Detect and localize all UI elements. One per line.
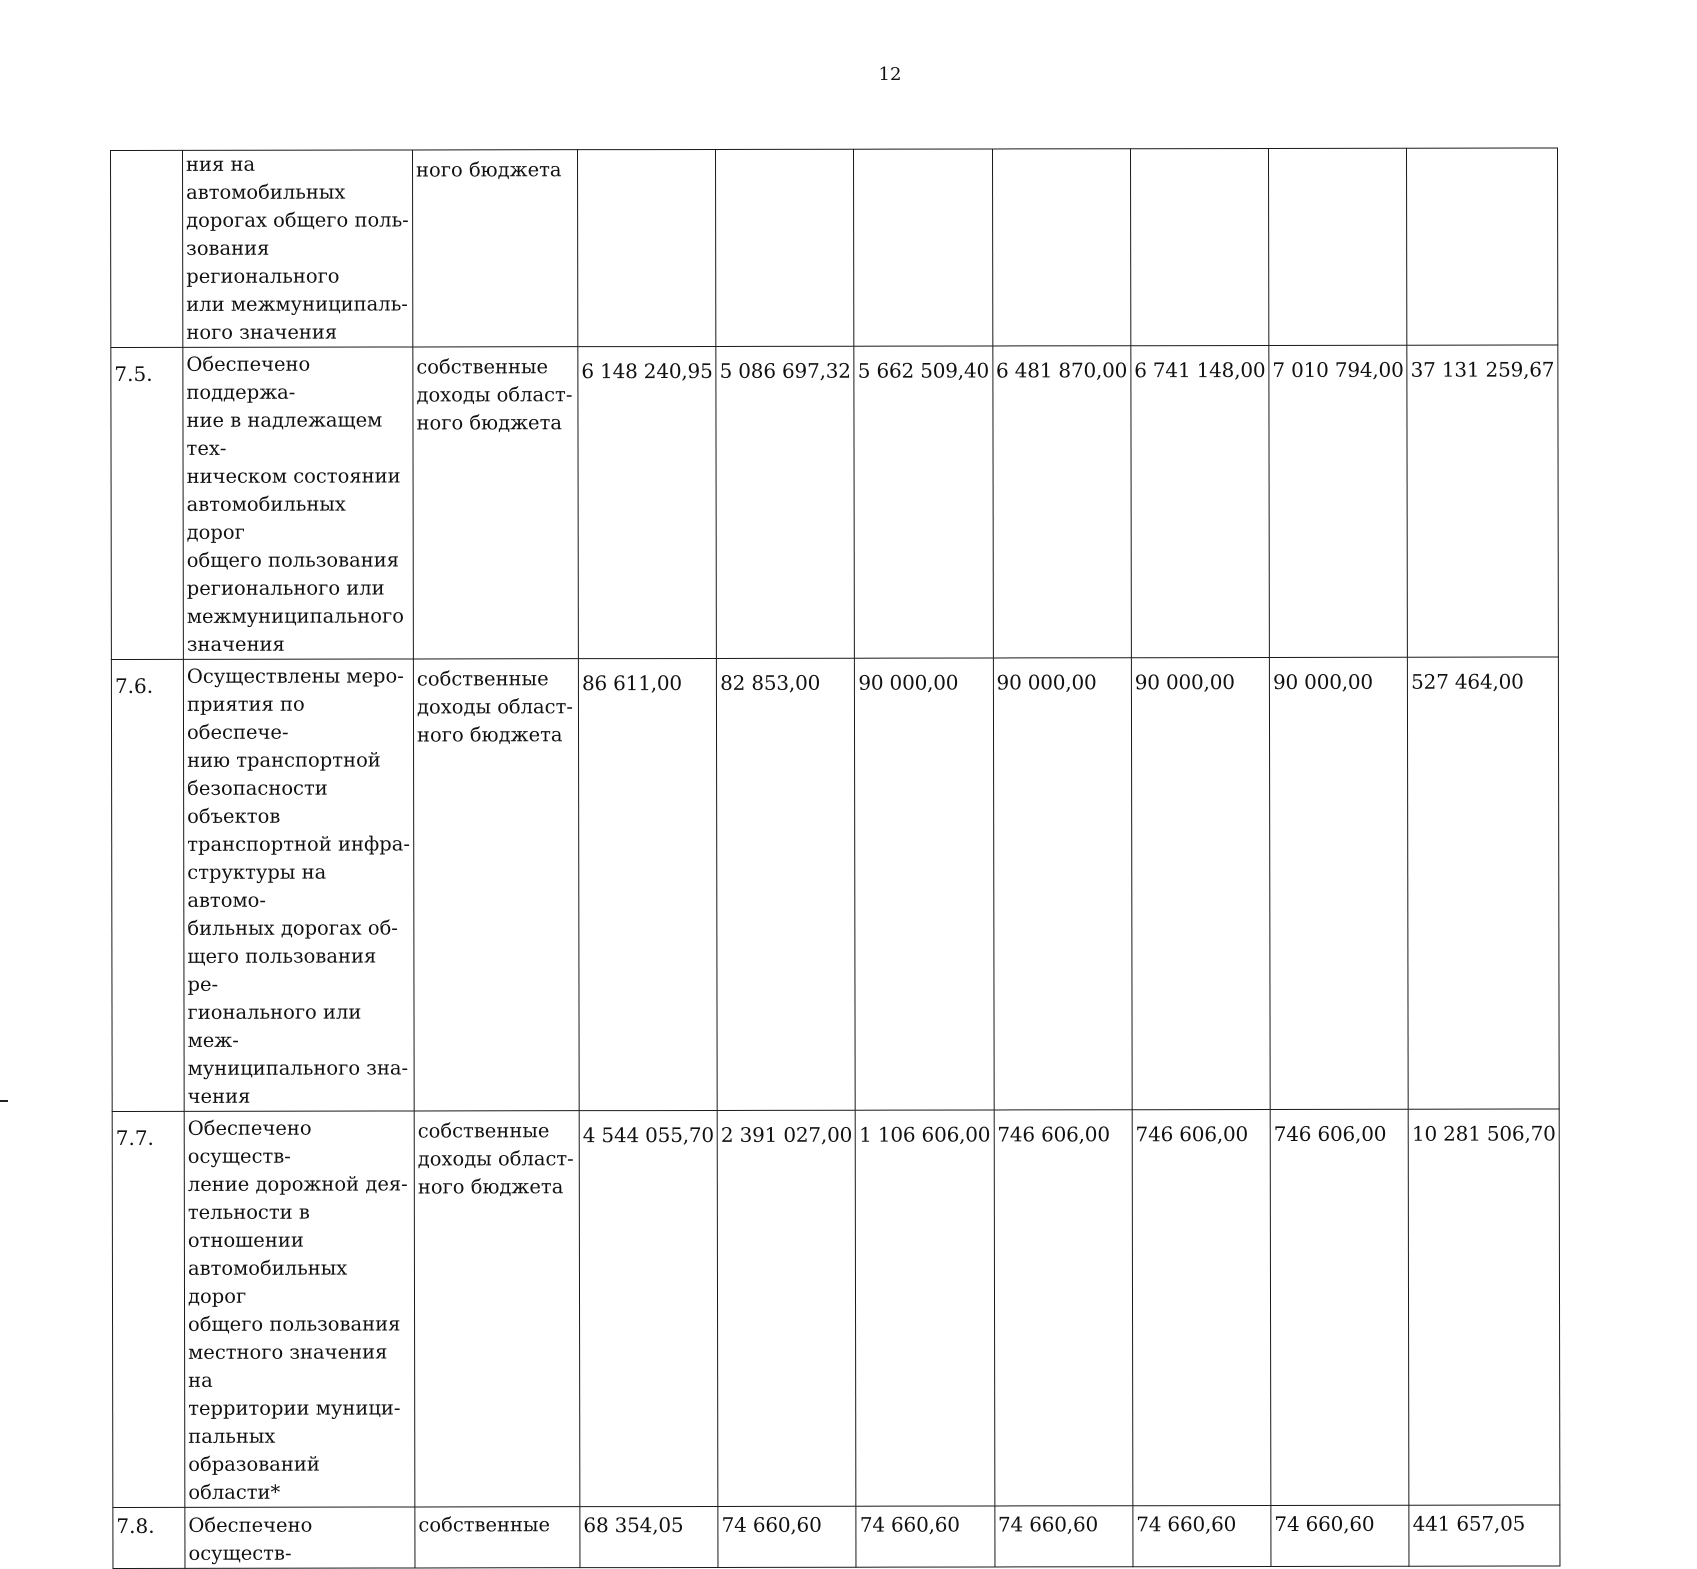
row-value: 4 544 055,70	[579, 1110, 718, 1506]
margin-mark	[0, 1100, 8, 1102]
budget-table	[110, 147, 1560, 1569]
row-value: 90 000,00	[855, 658, 994, 1110]
row-description: Обеспечено поддержа- ние в надлежащем тех- ническом состоянии автомобильных дорог общего пользования регионального или межмуниципального значения	[183, 347, 414, 659]
row-total: 441 657,05	[1409, 1505, 1560, 1566]
row-value: 74 660,60	[856, 1506, 994, 1567]
row-description: Обеспечено осуществ- ление дорожной дея- тельности в отношении автомобильных дорог общего пользования местного значения на территории муници- пальных образований области*	[184, 1111, 415, 1507]
row-value: 2 391 027,00	[717, 1110, 856, 1506]
row-value: 74 660,60	[1271, 1505, 1409, 1566]
row-description: Осуществлены меро- приятия по обеспече- нию транспортной безопасности объектов транспортной инфра- структуры на автомо- бильных дорогах об- щего пользования ре- гионального или меж- муниципального зна- чения	[183, 659, 414, 1111]
row-description: ния на автомобильных дорогах общего поль- зования регионального или межмуниципаль- ного значения	[183, 150, 413, 347]
row-value: 5 662 509,40	[854, 346, 993, 658]
table-row	[113, 1505, 1560, 1569]
row-code	[111, 150, 183, 347]
row-value: 68 354,05	[580, 1506, 718, 1567]
row-value: 74 660,60	[1133, 1505, 1271, 1566]
table-row	[112, 1109, 1560, 1508]
row-code: 7.8.	[113, 1507, 185, 1568]
row-value	[716, 149, 855, 346]
row-value: 746 606,00	[994, 1110, 1133, 1506]
row-value: 6 148 240,95	[578, 346, 717, 658]
row-code: 7.7.	[112, 1111, 185, 1507]
row-total: 10 281 506,70	[1408, 1109, 1559, 1505]
table-row	[111, 148, 1558, 348]
row-value: 6 741 148,00	[1131, 345, 1270, 657]
row-total: 527 464,00	[1408, 657, 1560, 1109]
row-value	[1269, 148, 1408, 345]
row-value: 90 000,00	[1269, 657, 1408, 1109]
row-value	[992, 149, 1131, 346]
row-funding-source: ного бюджета	[413, 150, 578, 347]
row-value: 1 106 606,00	[856, 1110, 995, 1506]
row-value: 74 660,60	[994, 1506, 1132, 1567]
row-funding-source: собственные доходы област- ного бюджета	[413, 347, 579, 659]
row-value: 7 010 794,00	[1269, 345, 1408, 657]
row-value: 746 606,00	[1132, 1109, 1271, 1505]
row-value: 6 481 870,00	[992, 346, 1131, 658]
row-funding-source: собственные доходы област- ного бюджета	[413, 659, 579, 1111]
row-value: 746 606,00	[1270, 1109, 1409, 1505]
table-row	[111, 345, 1558, 660]
row-value	[578, 149, 717, 346]
row-value: 82 853,00	[717, 658, 856, 1110]
row-value: 5 086 697,32	[716, 346, 855, 658]
row-value: 90 000,00	[1131, 657, 1270, 1109]
row-total: 37 131 259,67	[1407, 345, 1558, 657]
row-funding-source: собственные	[415, 1507, 580, 1568]
row-funding-source: собственные доходы област- ного бюджета	[414, 1111, 580, 1507]
row-value: 86 611,00	[578, 658, 717, 1110]
row-code: 7.6.	[111, 659, 184, 1111]
row-total	[1407, 148, 1558, 345]
row-value	[1130, 148, 1269, 345]
row-description: Обеспечено осуществ-	[185, 1507, 415, 1568]
row-value	[854, 149, 993, 346]
row-value: 90 000,00	[993, 658, 1132, 1110]
row-value: 74 660,60	[718, 1506, 856, 1567]
row-code: 7.5.	[111, 347, 184, 659]
table-row	[111, 657, 1559, 1112]
page-number: 12	[878, 64, 902, 85]
